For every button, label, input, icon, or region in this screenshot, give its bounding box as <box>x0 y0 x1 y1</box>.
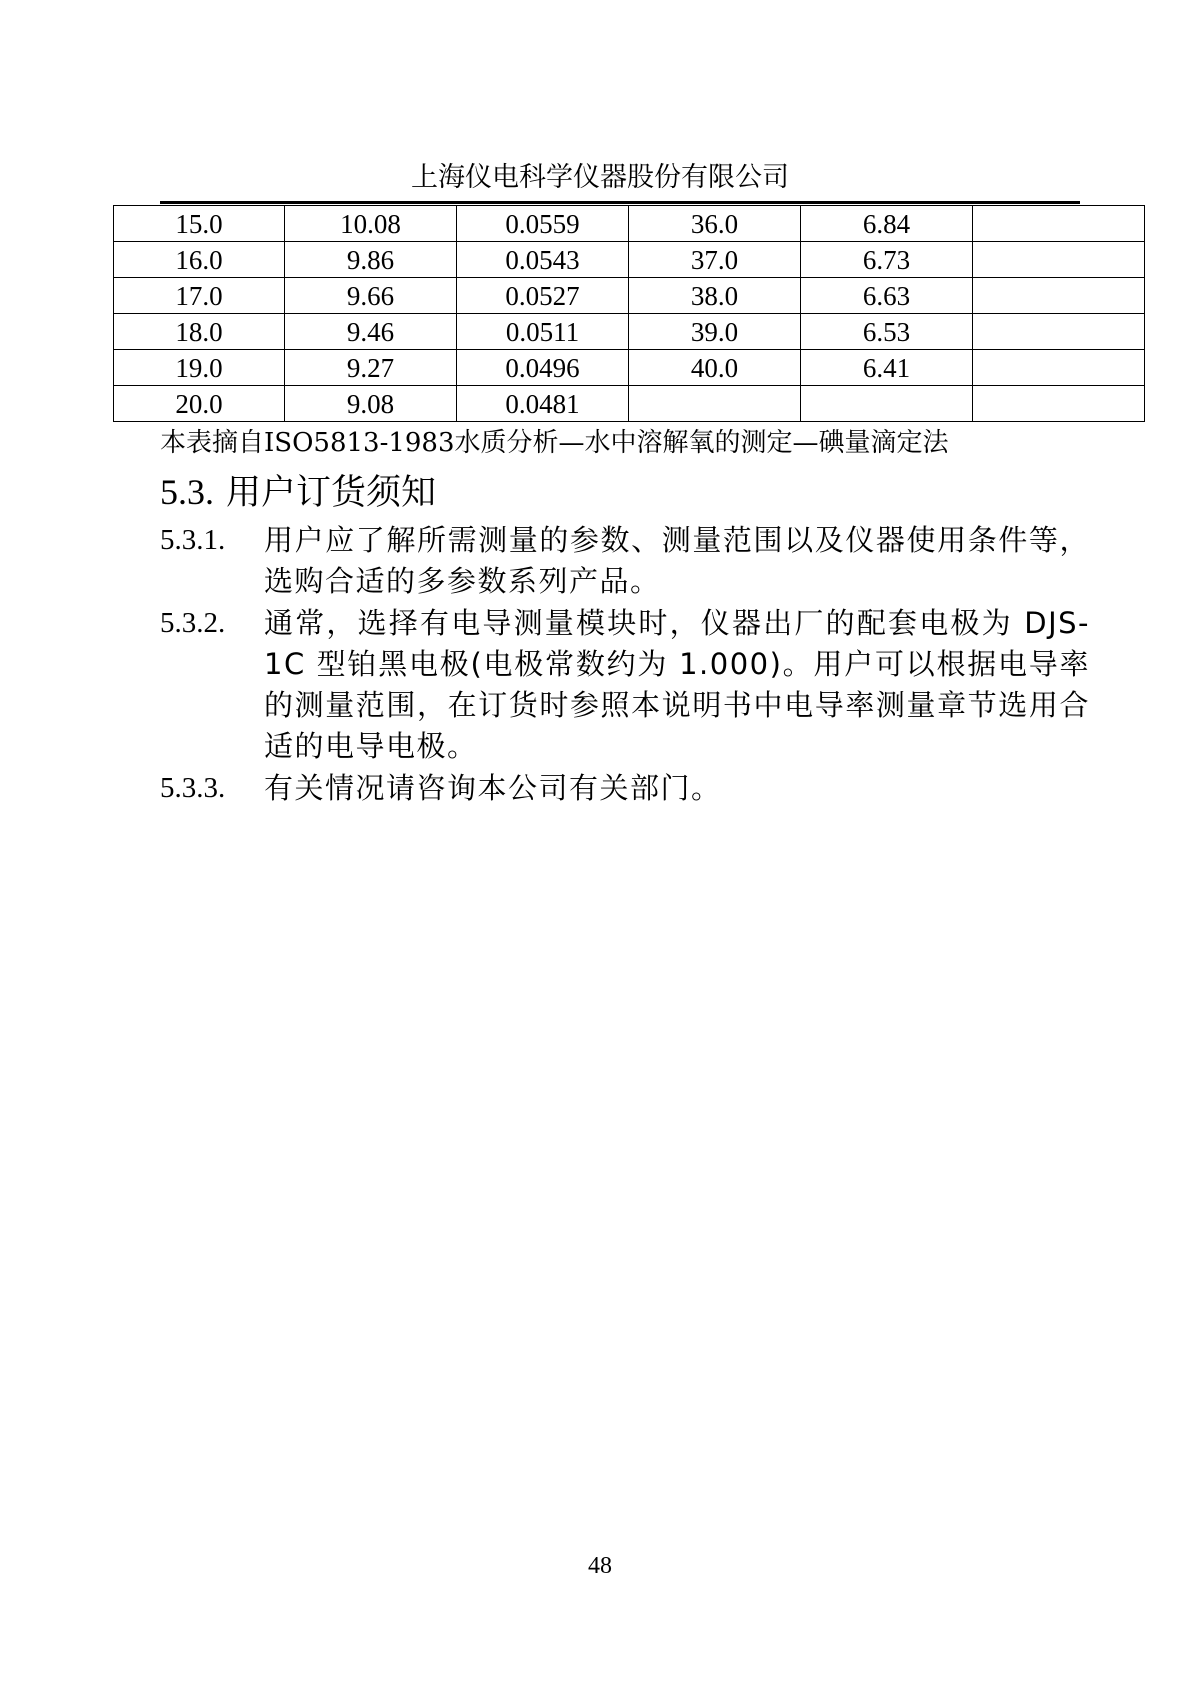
item-number: 5.3.1. <box>160 524 226 556</box>
item-text: 有关情况请咨询本公司有关部门。 <box>264 771 722 805</box>
table-cell: 38.0 <box>629 278 801 314</box>
table-row <box>114 386 1145 422</box>
section-title: 用户订货须知 <box>226 473 437 513</box>
table-cell: 40.0 <box>629 350 801 386</box>
table-cell: 16.0 <box>114 242 285 278</box>
section-number: 5.3. <box>160 472 214 512</box>
table-cell: 0.0527 <box>457 278 629 314</box>
table-cell: 17.0 <box>114 278 285 314</box>
table-row <box>114 314 1145 350</box>
table-cell: 0.0511 <box>457 314 629 350</box>
page-number: 48 <box>588 1553 612 1579</box>
table-cell <box>973 206 1145 242</box>
table-cell: 9.27 <box>285 350 457 386</box>
item-number: 5.3.2. <box>160 607 226 639</box>
item-text: 通常，选择有电导测量模块时，仪器出厂的配套电极为 DJS-1C 型铂黑电极(电极常数约为 1.000)。用户可以根据电导率的测量范围，在订货时参照本说明书中电导率测量章节选用合适的电导电极。 <box>264 606 1090 763</box>
table-cell: 0.0496 <box>457 350 629 386</box>
item-number: 5.3.3. <box>160 772 226 804</box>
table-cell: 20.0 <box>114 386 285 422</box>
table-cell: 0.0481 <box>457 386 629 422</box>
list-item <box>160 520 1090 602</box>
table-cell <box>629 386 801 422</box>
section-heading <box>160 468 436 517</box>
table-cell: 19.0 <box>114 350 285 386</box>
table-cell: 9.86 <box>285 242 457 278</box>
table-cell: 6.53 <box>801 314 973 350</box>
table-cell: 6.63 <box>801 278 973 314</box>
table-cell: 6.73 <box>801 242 973 278</box>
table-row <box>114 242 1145 278</box>
table-cell: 6.41 <box>801 350 973 386</box>
item-text: 用户应了解所需测量的参数、测量范围以及仪器使用条件等，选购合适的多参数系列产品。 <box>264 523 1090 598</box>
table-row <box>114 350 1145 386</box>
table-cell: 15.0 <box>114 206 285 242</box>
dissolved-oxygen-table <box>113 205 1145 422</box>
table-cell <box>801 386 973 422</box>
table-cell: 0.0543 <box>457 242 629 278</box>
table-cell <box>973 314 1145 350</box>
table-cell: 39.0 <box>629 314 801 350</box>
table-cell: 9.66 <box>285 278 457 314</box>
table-cell: 9.46 <box>285 314 457 350</box>
table-cell: 36.0 <box>629 206 801 242</box>
table-cell: 9.08 <box>285 386 457 422</box>
list-item <box>160 603 1090 767</box>
table-cell <box>973 350 1145 386</box>
table-cell: 18.0 <box>114 314 285 350</box>
table-row <box>114 278 1145 314</box>
table-cell <box>973 386 1145 422</box>
table-cell: 37.0 <box>629 242 801 278</box>
table-source-note: 本表摘自ISO5813-1983水质分析—水中溶解氧的测定—碘量滴定法 <box>160 428 949 458</box>
table-cell: 0.0559 <box>457 206 629 242</box>
list-item <box>160 768 1090 809</box>
table-cell: 6.84 <box>801 206 973 242</box>
table-cell <box>973 278 1145 314</box>
page-header-title: 上海仪电科学仪器股份有限公司 <box>411 162 789 193</box>
table-cell: 10.08 <box>285 206 457 242</box>
header-divider <box>160 201 1080 204</box>
table-cell <box>973 242 1145 278</box>
table-row <box>114 206 1145 242</box>
